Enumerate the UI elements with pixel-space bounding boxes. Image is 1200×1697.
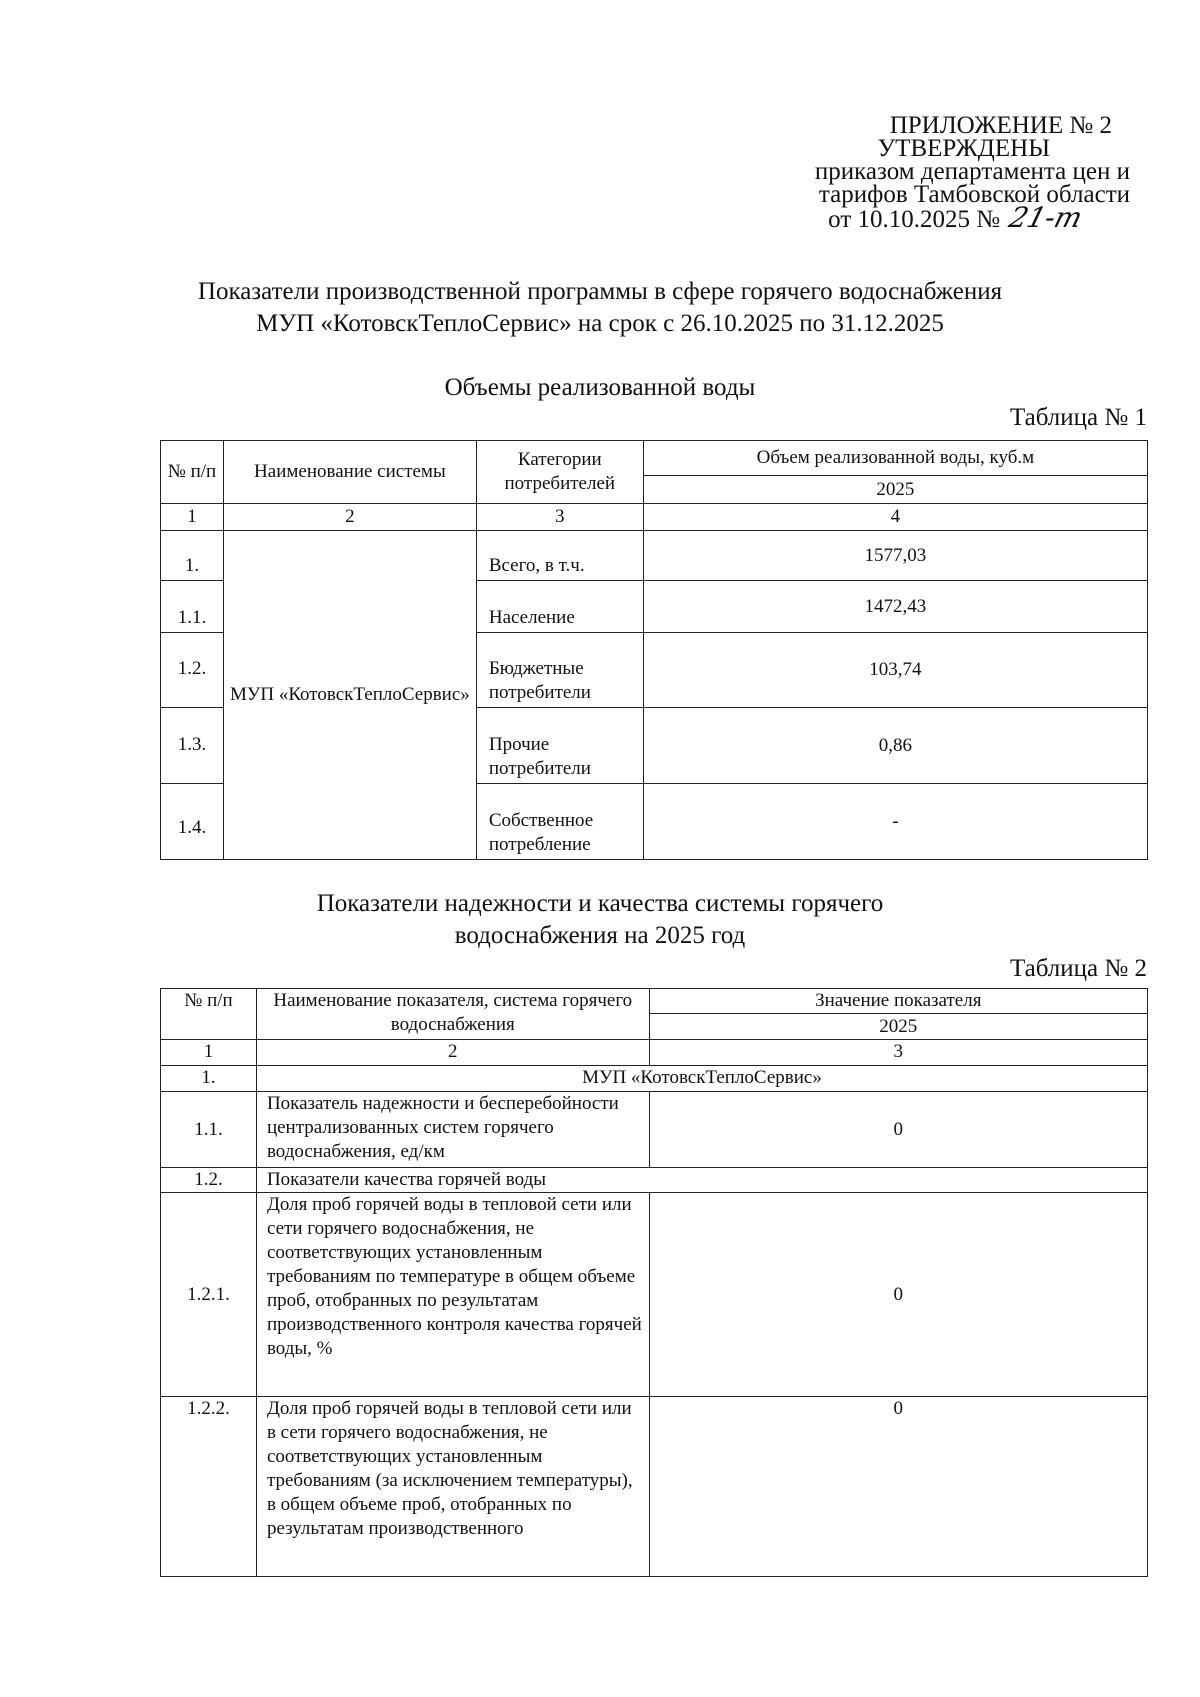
sold-water-volumes-table bbox=[160, 440, 1148, 860]
t1-colnum-4: 4 bbox=[643, 504, 1147, 531]
indicator-name: Показатели качества горячей воды bbox=[256, 1168, 1147, 1193]
t2-header-year: 2025 bbox=[649, 1014, 1147, 1040]
t2-header-value: Значение показателя bbox=[649, 989, 1147, 1014]
consumer-category: Бюджетные потребители bbox=[476, 633, 643, 708]
handwritten-order-number: 21-т bbox=[1005, 201, 1087, 234]
table1-title: Объемы реализованной воды bbox=[444, 374, 756, 401]
organization-name: МУП «КотовскТеплоСервис» bbox=[256, 1066, 1147, 1092]
t2-header-num: № п/п bbox=[161, 989, 257, 1040]
volume-value: 1472,43 bbox=[643, 581, 1147, 633]
t2-colnum-1: 1 bbox=[161, 1040, 257, 1066]
appendix-number: ПРИЛОЖЕНИЕ № 2 bbox=[889, 112, 1112, 139]
t1-colnum-1: 1 bbox=[161, 504, 224, 531]
consumer-category: Всего, в т.ч. bbox=[476, 531, 643, 581]
indicator-name: Показатель надежности и бесперебойности централизованных систем горячего водоснабжения, ед/км bbox=[256, 1092, 649, 1168]
volume-value: - bbox=[643, 784, 1147, 860]
volume-value: 0,86 bbox=[643, 708, 1147, 784]
row-number: 1.2. bbox=[161, 1168, 257, 1193]
table1-label: Таблица № 1 bbox=[1009, 404, 1147, 431]
t2-header-name: Наименование показателя, система горячего водоснабжения bbox=[256, 989, 649, 1040]
t1-header-num: № п/п bbox=[161, 441, 224, 504]
table-row bbox=[161, 1397, 1148, 1577]
indicator-name: Доля проб горячей воды в тепловой сети или в сети горячего водоснабжения, не соответствующих установленным требованиям (за исключением температуры), в общем объеме проб, отобранных по результатам производственного bbox=[256, 1397, 649, 1577]
volume-value: 103,74 bbox=[643, 633, 1147, 708]
reliability-quality-table bbox=[160, 988, 1148, 1577]
indicator-value: 0 bbox=[649, 1397, 1147, 1577]
indicator-value: 0 bbox=[649, 1092, 1147, 1168]
row-number: 1.1. bbox=[161, 1092, 257, 1168]
document-title-line-2: МУП «КотовскТеплоСервис» на срок с 26.10.2025 по 31.12.2025 bbox=[256, 310, 944, 337]
row-number: 1. bbox=[161, 1066, 257, 1092]
t1-header-category: Категории потребителей bbox=[476, 441, 643, 504]
appendix-header bbox=[530, 112, 1130, 234]
row-number: 1.1. bbox=[161, 581, 224, 633]
document-title-line-1: Показатели производственной программы в сфере горячего водоснабжения bbox=[197, 278, 1003, 305]
consumer-category: Прочие потребители bbox=[476, 708, 643, 784]
order-line-1: приказом департамента цен и bbox=[814, 158, 1130, 185]
consumer-category: Население bbox=[476, 581, 643, 633]
table2-title bbox=[100, 888, 1100, 952]
volume-value: 1577,03 bbox=[643, 531, 1147, 581]
t1-header-year: 2025 bbox=[643, 476, 1147, 504]
table-row bbox=[161, 1066, 1148, 1092]
t1-colnum-3: 3 bbox=[476, 504, 643, 531]
table-row bbox=[161, 1168, 1148, 1193]
row-number: 1. bbox=[161, 531, 224, 581]
document-title bbox=[100, 276, 1100, 340]
table-row bbox=[161, 1092, 1148, 1168]
t1-header-volume: Объем реализованной воды, куб.м bbox=[643, 441, 1147, 476]
indicator-name: Доля проб горячей воды в тепловой сети или сети горячего водоснабжения, не соответствующих установленным требованиям по температуре в общем объеме проб, отобранных по результатам производственного контроля качества горячей воды, % bbox=[256, 1193, 649, 1397]
table-row bbox=[161, 531, 1148, 581]
row-number: 1.3. bbox=[161, 708, 224, 784]
t2-colnum-2: 2 bbox=[256, 1040, 649, 1066]
order-line-2: тарифов Тамбовской области bbox=[818, 181, 1130, 208]
t1-header-system: Наименование системы bbox=[223, 441, 476, 504]
indicator-value: 0 bbox=[649, 1193, 1147, 1397]
t2-colnum-3: 3 bbox=[649, 1040, 1147, 1066]
system-name-cell: МУП «КотовскТеплоСервис» bbox=[223, 531, 476, 860]
row-number: 1.2.2. bbox=[161, 1397, 257, 1577]
order-date-line bbox=[530, 201, 1087, 234]
table2-label: Таблица № 2 bbox=[1009, 955, 1147, 982]
approved-label: УТВЕРЖДЕНЫ bbox=[877, 135, 1050, 162]
row-number: 1.4. bbox=[161, 784, 224, 860]
row-number: 1.2. bbox=[161, 633, 224, 708]
t1-colnum-2: 2 bbox=[223, 504, 476, 531]
order-date: от 10.10.2025 № bbox=[828, 206, 1001, 233]
row-number: 1.2.1. bbox=[161, 1193, 257, 1397]
table-row bbox=[161, 1193, 1148, 1397]
table2-title-line-2: водоснабжения на 2025 год bbox=[454, 922, 746, 949]
table2-title-line-1: Показатели надежности и качества системы горячего bbox=[316, 890, 884, 917]
consumer-category: Собственное потребление bbox=[476, 784, 643, 860]
